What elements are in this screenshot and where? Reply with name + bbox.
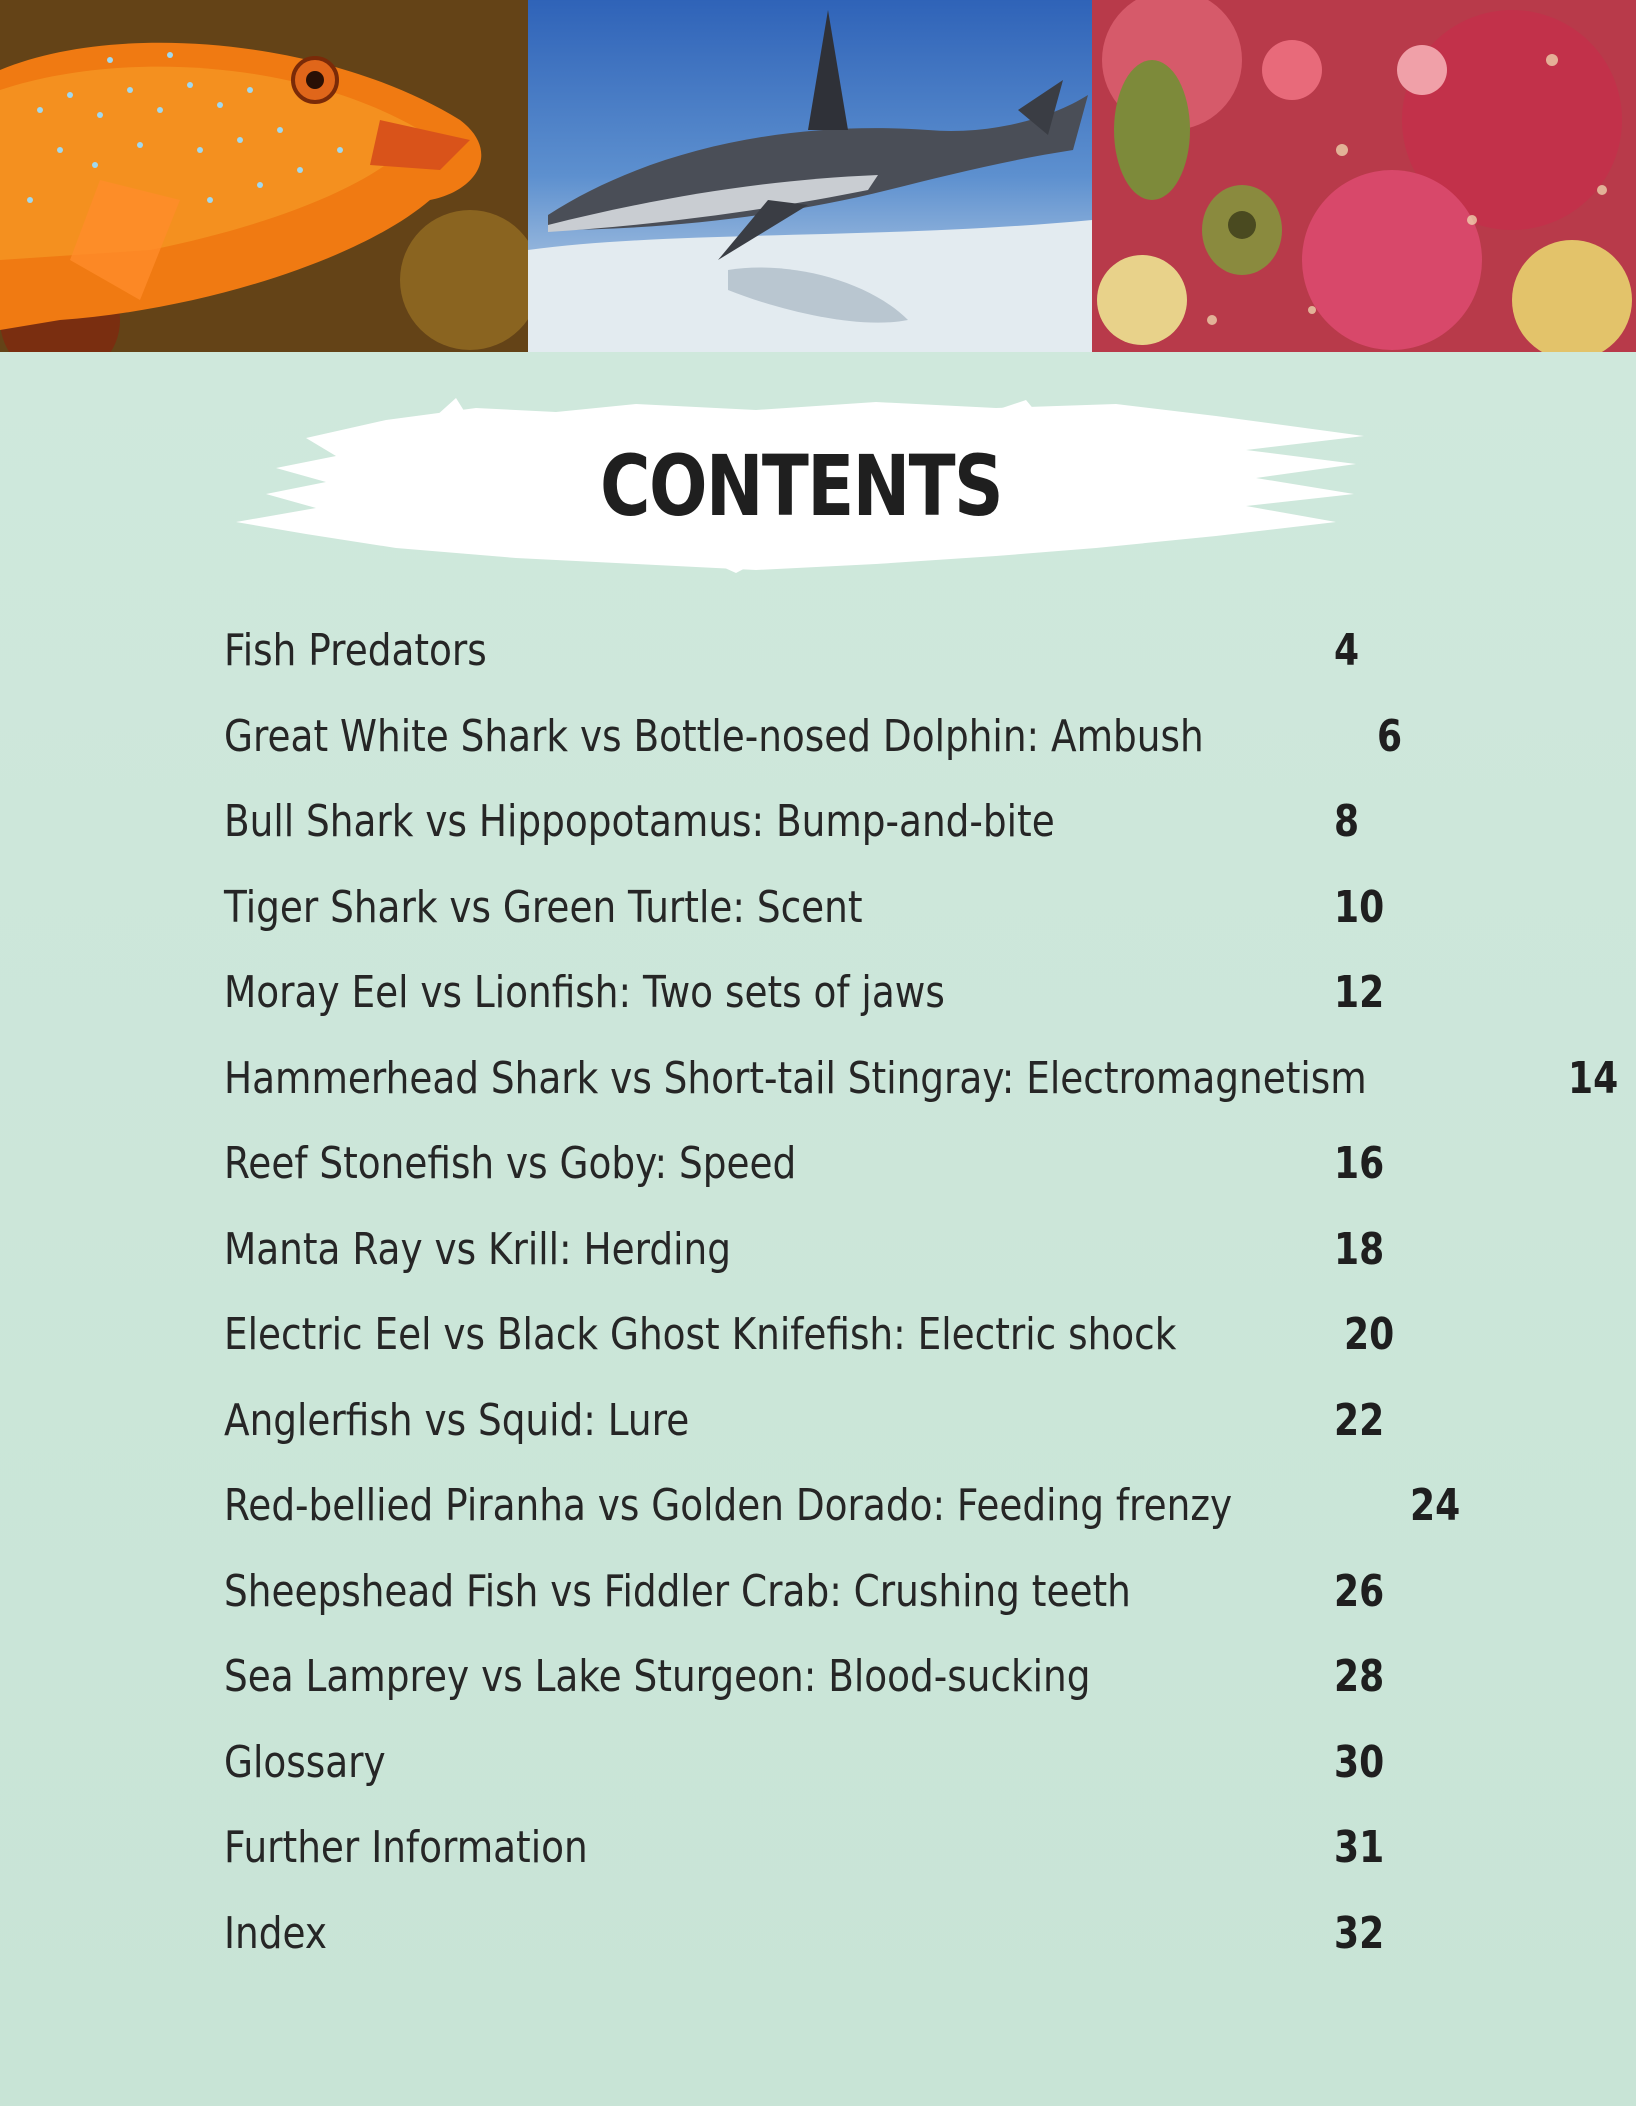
toc-entry-page: 20	[1344, 1309, 1395, 1361]
toc-entry-title: Tiger Shark vs Green Turtle: Scent	[224, 881, 863, 933]
toc-entry-page: 30	[1334, 1736, 1385, 1788]
toc-entry-title: Sea Lamprey vs Lake Sturgeon: Blood-sucking	[224, 1651, 1091, 1703]
toc-entry[interactable]	[224, 1805, 1404, 1891]
toc-entry[interactable]	[224, 950, 1404, 1036]
toc-entry[interactable]	[224, 694, 1404, 780]
toc-entry-title: Fish Predators	[224, 625, 487, 677]
toc-entry-title: Anglerfish vs Squid: Lure	[224, 1394, 690, 1446]
toc-entry-page: 28	[1334, 1651, 1385, 1703]
toc-entry[interactable]	[224, 1634, 1404, 1720]
toc-entry-page: 6	[1376, 710, 1402, 762]
toc-entry[interactable]	[224, 1891, 1404, 1977]
toc-entry-page: 26	[1334, 1565, 1385, 1617]
toc-entry-title: Glossary	[224, 1736, 386, 1788]
toc-entry-page: 16	[1334, 1138, 1385, 1190]
toc-entry[interactable]	[224, 1549, 1404, 1635]
toc-entry-title: Reef Stonefish vs Goby: Speed	[224, 1138, 797, 1190]
toc-entry-page: 4	[1334, 625, 1360, 677]
toc-entry[interactable]	[224, 1720, 1404, 1806]
toc-entry[interactable]	[224, 1378, 1404, 1464]
toc-entry[interactable]	[224, 608, 1404, 694]
table-of-contents	[224, 608, 1619, 1976]
toc-entry-page: 10	[1334, 881, 1385, 933]
stonefish-reef-photo	[1092, 0, 1636, 352]
toc-entry[interactable]	[224, 1036, 1619, 1122]
page-title: CONTENTS	[600, 436, 1002, 535]
toc-entry-page: 8	[1334, 796, 1360, 848]
toc-entry-page: 12	[1334, 967, 1385, 1019]
toc-entry-title: Electric Eel vs Black Ghost Knifefish: Electric shock	[224, 1309, 1177, 1361]
toc-entry-title: Great White Shark vs Bottle-nosed Dolphin: Ambush	[224, 710, 1204, 762]
toc-entry-title: Bull Shark vs Hippopotamus: Bump-and-bite	[224, 796, 1055, 848]
toc-entry-title: Further Information	[224, 1822, 588, 1874]
toc-entry-title: Red-bellied Piranha vs Golden Dorado: Feeding frenzy	[224, 1480, 1233, 1532]
toc-entry[interactable]	[224, 779, 1404, 865]
toc-entry[interactable]	[224, 1292, 1404, 1378]
toc-entry-page: 32	[1334, 1907, 1385, 1959]
toc-entry-title: Moray Eel vs Lionfish: Two sets of jaws	[224, 967, 945, 1019]
toc-entry-title: Sheepshead Fish vs Fiddler Crab: Crushing teeth	[224, 1565, 1131, 1617]
toc-entry-page: 24	[1409, 1480, 1461, 1532]
toc-entry-page: 18	[1334, 1223, 1385, 1275]
toc-entry-title: Manta Ray vs Krill: Herding	[224, 1223, 731, 1275]
toc-entry-page: 31	[1334, 1822, 1385, 1874]
photo-strip	[0, 0, 1636, 352]
coral-grouper-photo	[0, 0, 528, 352]
toc-entry-title: Index	[224, 1907, 327, 1959]
toc-entry[interactable]	[224, 865, 1404, 951]
toc-entry-page: 22	[1334, 1394, 1385, 1446]
hammerhead-shark-photo	[528, 0, 1092, 352]
toc-entry-page: 14	[1568, 1052, 1619, 1104]
toc-entry-title: Hammerhead Shark vs Short-tail Stingray: Electromagnetism	[224, 1052, 1367, 1104]
toc-entry[interactable]	[224, 1207, 1404, 1293]
toc-entry[interactable]	[224, 1463, 1461, 1549]
toc-entry[interactable]	[224, 1121, 1404, 1207]
